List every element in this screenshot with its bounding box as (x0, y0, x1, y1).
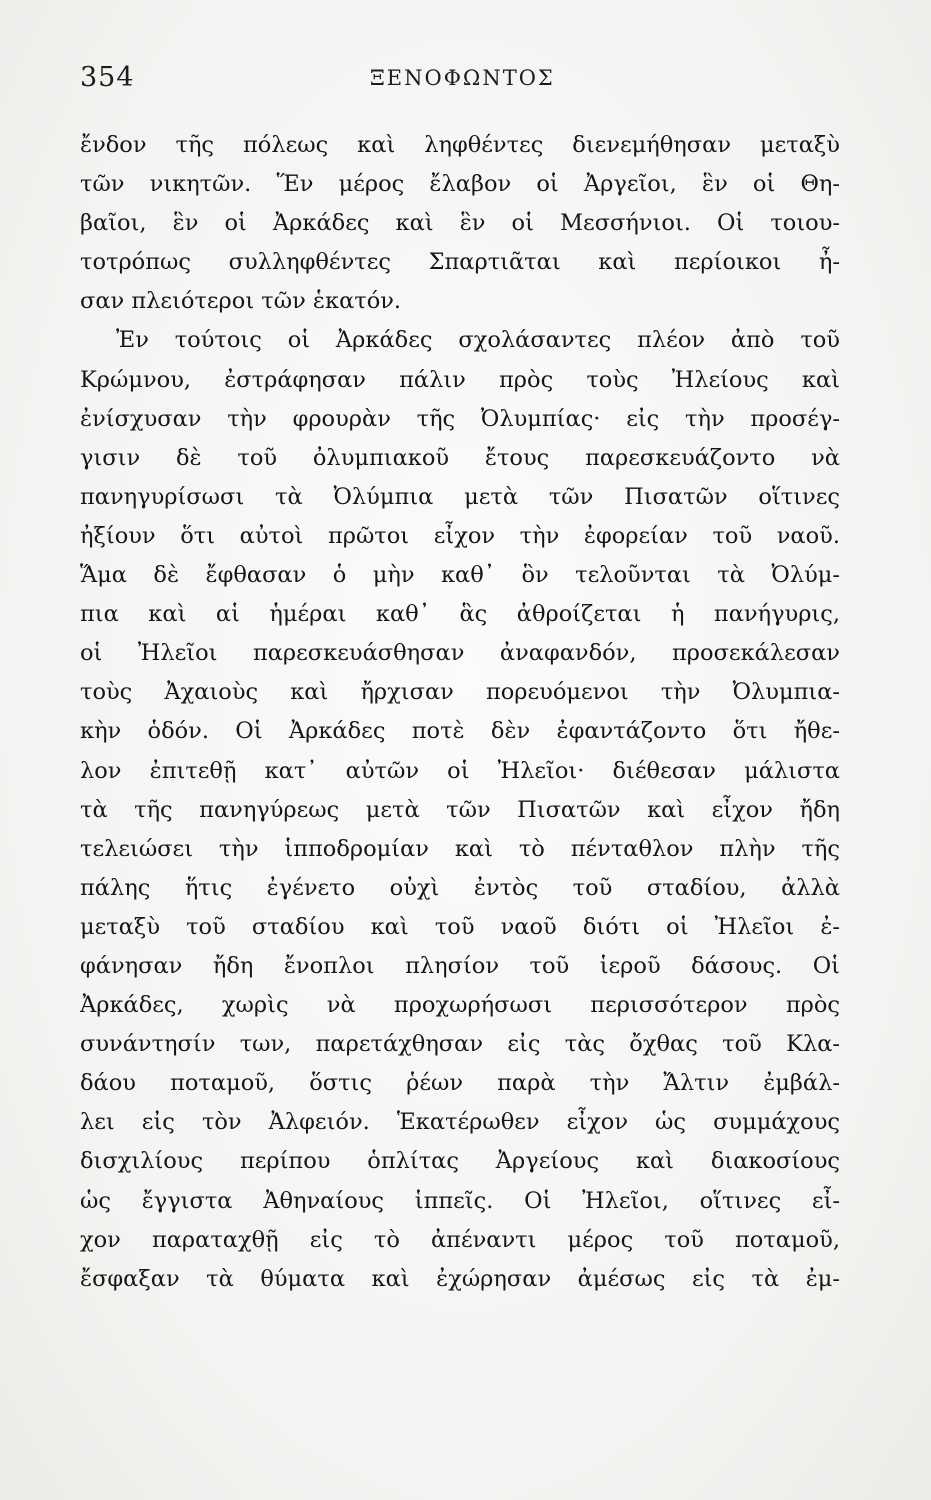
text-line: φάνησαν ἤδη ἔνοπλοι πλησίον τοῦ ἱεροῦ δάσους. Οἱ (80, 952, 840, 979)
text-line: βαῖοι, ἓν οἱ Ἀρκάδες καὶ ἓν οἱ Μεσσήνιοι. Οἱ τοιου- (80, 210, 840, 237)
text-line: τὰ τῆς πανηγύρεως μετὰ τῶν Πισατῶν καὶ εἶχον ἤδη (80, 796, 840, 823)
text-line: γισιν δὲ τοῦ ὀλυμπιακοῦ ἔτους παρεσκευάζοντο νὰ (80, 444, 840, 471)
text-line: Κρώμνου, ἐστράφησαν πάλιν πρὸς τοὺς Ἠλείους καὶ (80, 366, 840, 393)
text-line: τοτρόπως συλληφθέντες Σπαρτιᾶται καὶ περίοικοι ἦ- (80, 249, 840, 276)
running-title: ΞΕΝΟΦΩΝΤΟΣ (370, 66, 555, 90)
text-line: τελειώσει τὴν ἱπποδρομίαν καὶ τὸ πένταθλον πλὴν τῆς (80, 835, 840, 862)
text-line: συνάντησίν των, παρετάχθησαν εἰς τὰς ὄχθας τοῦ Κλα- (80, 1031, 840, 1058)
text-line: ἔνδον τῆς πόλεως καὶ ληφθέντες διενεμήθησαν μεταξὺ (80, 132, 840, 158)
text-line: σαν πλειότεροι τῶν ἑκατόν. (80, 288, 402, 315)
text-line: ἔσφαξαν τὰ θύματα καὶ ἐχώρησαν ἀμέσως εἰς τὰ ἐμ- (80, 1265, 840, 1292)
text-line: τοὺς Ἀχαιοὺς καὶ ἤρχισαν πορευόμενοι τὴν Ὀλυμπια- (80, 679, 840, 706)
text-line: δάου ποταμοῦ, ὅστις ῥέων παρὰ τὴν Ἄλτιν ἐμβάλ- (80, 1070, 840, 1097)
text-line: δισχιλίους περίπου ὁπλίτας Ἀργείους καὶ διακοσίους (80, 1148, 840, 1175)
text-line: λον ἐπιτεθῇ κατ᾽ αὐτῶν οἱ Ἠλεῖοι· διέθεσαν μάλιστα (80, 757, 840, 784)
text-line: τῶν νικητῶν. Ἕν μέρος ἔλαβον οἱ Ἀργεῖοι, ἓν οἱ Θη- (80, 171, 840, 198)
text-line: οἱ Ἠλεῖοι παρεσκευάσθησαν ἀναφανδόν, προσεκάλεσαν (80, 640, 840, 667)
text-line: μεταξὺ τοῦ σταδίου καὶ τοῦ ναοῦ διότι οἱ Ἠλεῖοι ἐ- (80, 913, 840, 940)
text-line: Ἐν τούτοις οἱ Ἀρκάδες σχολάσαντες πλέον ἀπὸ τοῦ (116, 327, 840, 354)
text-line: ἐνίσχυσαν τὴν φρουρὰν τῆς Ὀλυμπίας· εἰς τὴν προσέγ- (80, 405, 840, 432)
body-text (80, 126, 840, 1299)
text-line: πάλης ἥτις ἐγένετο οὐχὶ ἐντὸς τοῦ σταδίου, ἀλλὰ (80, 874, 840, 901)
text-line: πια καὶ αἱ ἡμέραι καθ᾽ ἃς ἀθροίζεται ἡ πανήγυρις, (80, 601, 840, 628)
page-number: 354 (80, 62, 135, 93)
text-line: χον παραταχθῇ εἰς τὸ ἀπέναντι μέρος τοῦ ποταμοῦ, (80, 1226, 840, 1253)
text-line: ὡς ἔγγιστα Ἀθηναίους ἱππεῖς. Οἱ Ἠλεῖοι, οἵτινες εἶ- (80, 1187, 840, 1214)
text-line: ἠξίουν ὅτι αὐτοὶ πρῶτοι εἶχον τὴν ἐφορείαν τοῦ ναοῦ. (80, 522, 840, 549)
text-line: πανηγυρίσωσι τὰ Ὀλύμπια μετὰ τῶν Πισατῶν οἵτινες (80, 483, 840, 510)
text-line: κὴν ὁδόν. Οἱ Ἀρκάδες ποτὲ δὲν ἐφαντάζοντο ὅτι ἤθε- (80, 718, 840, 745)
text-line: Ἀρκάδες, χωρὶς νὰ προχωρήσωσι περισσότερον πρὸς (80, 992, 840, 1019)
text-line: λει εἰς τὸν Ἀλφειόν. Ἑκατέρωθεν εἶχον ὡς συμμάχους (80, 1109, 840, 1136)
page-header (80, 62, 840, 102)
text-line: Ἅμα δὲ ἔφθασαν ὁ μὴν καθ᾽ ὃν τελοῦνται τὰ Ὀλύμ- (80, 562, 840, 589)
